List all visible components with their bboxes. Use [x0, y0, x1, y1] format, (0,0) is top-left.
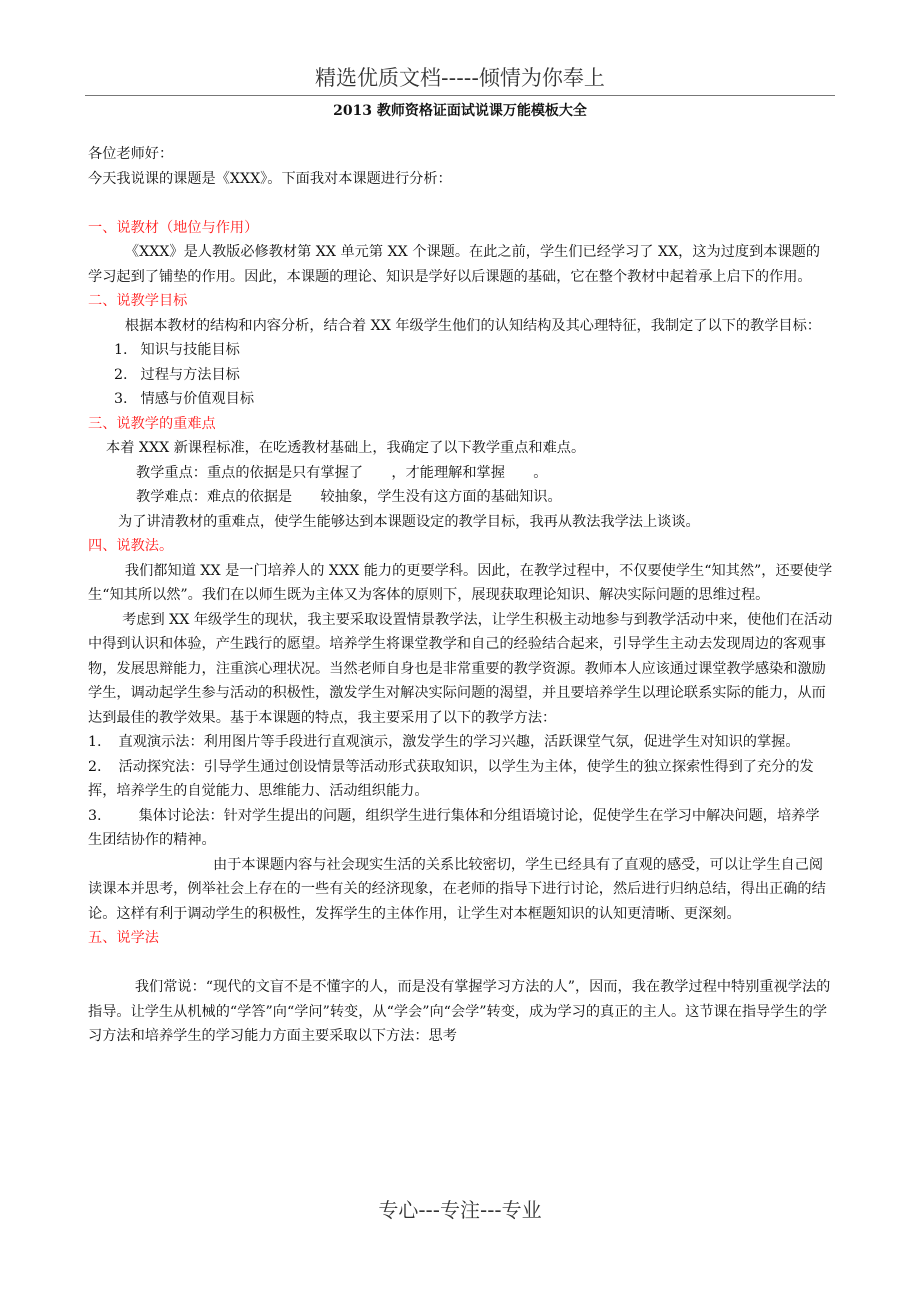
- paragraph: 《XXX》是人教版必修教材第 XX 单元第 XX 个课题。在此之前，学生们已经学习了 XX，这为过度到本课题的学习起到了铺垫的作用。因此，本课题的理论、知识是学好以后课题的基础，它在整个教材中起着承上启下的作用。: [88, 244, 821, 285]
- section-heading-3: 三、说教学的重难点: [88, 415, 216, 432]
- paragraph: 为了讲清教材的重难点，使学生能够达到本课题设定的教学目标，我再从教法我学法上谈谈。: [118, 513, 700, 530]
- goals-list: [88, 338, 833, 412]
- list-item: 2. 过程与方法目标: [114, 366, 240, 383]
- paragraph: 我们都知道 XX 是一门培养人的 XXX 能力的更要学科。因此，在教学过程中，不仅要使学生“知其然”，还要使学生“知其所以然”。我们在以师生既为主体又为客体的原则下，展现获取理论知识、解决实际问题的思维过程。: [88, 562, 833, 603]
- section-heading-4: 四、说教法。: [88, 538, 174, 554]
- list-item: 3. 情感与价值观目标: [114, 391, 255, 407]
- list-item: 1. 知识与技能目标: [114, 342, 240, 358]
- paragraph: 教学重点：重点的依据是只有掌握了 ，才能理解和掌握 。: [136, 464, 548, 481]
- method-item: 2. 活动探究法：引导学生通过创设情景等活动形式获取知识，以学生为主体，使学生的独立探索性得到了充分的发挥，培养学生的自觉能力、思维能力、活动组织能力。: [88, 758, 814, 799]
- document-title: 2013 教师资格证面试说课万能模板大全: [333, 103, 587, 119]
- paragraph: 由于本课题内容与社会现实生活的关系比较密切，学生已经具有了直观的感受，可以让学生自己阅读课本并思考，例举社会上存在的一些有关的经济现象，在老师的指导下进行讨论，然后进行归纳总结，得出正确的结论。这样有利于调动学生的积极性，发挥学生的主体作用，让学生对本框题知识的认知更清晰、更深刻。: [88, 856, 826, 922]
- greeting: 各位老师好：: [88, 146, 174, 162]
- section-heading-5: 五、说学法: [88, 930, 159, 946]
- paragraph: 考虑到 XX 年级学生的现状，我主要采取设置情景教学法，让学生积极主动地参与到教学活动中来，使他们在活动中得到认识和体验，产生践行的愿望。培养学生将课堂教学和自己的经验结合起来，引导学生主动去发现周边的客观事物，发展思辩能力，注重滨心理状况。当然老师自身也是非常重要的教学资源。教师本人应该通过课堂教学感染和激励学生，调动起学生参与活动的积极性，激发学生对解决实际问题的渴望，并且要培养学生以理论联系实际的能力，从而达到最佳的教学效果。基于本课题的特点，我主要采用了以下的教学方法：: [88, 611, 833, 726]
- document-body: [88, 142, 833, 1049]
- paragraph: 我们常说：“现代的文盲不是不懂字的人，而是没有掌握学习方法的人”，因而，我在教学过程中特别重视学法的指导。让学生从机械的“学答”向“学问”转变，从“学会”向“会学”转变，成为学习的真正的主人。这节课在指导学生的学习方法和培养学生的学习能力方面主要采取以下方法：思考: [88, 979, 831, 1044]
- paragraph: 本着 XXX 新课程标准，在吃透教材基础上，我确定了以下教学重点和难点。: [106, 440, 586, 456]
- paragraph: 教学难点：难点的依据是 较抽象，学生没有这方面的基础知识。: [136, 489, 562, 505]
- paragraph: 根据本教材的结构和内容分析，结合着 XX 年级学生他们的认知结构及其心理特征，我制定了以下的教学目标：: [124, 317, 821, 334]
- method-item: 3. 集体讨论法：针对学生提出的问题，组织学生进行集体和分组语境讨论，促使学生在学习中解决问题，培养学生团结协作的精神。: [88, 807, 820, 848]
- intro-paragraph: 今天我说课的课题是《XXX》。下面我对本课题进行分析：: [88, 170, 452, 187]
- spacer: [88, 191, 833, 216]
- method-item: 1. 直观演示法：利用图片等手段进行直观演示，激发学生的学习兴趣，活跃课堂气氛，促进学生对知识的掌握。: [88, 734, 800, 750]
- page-footer: 专心---专注---专业: [378, 1198, 542, 1222]
- page-header: 精选优质文档-----倾情为你奉上: [315, 66, 605, 90]
- spacer: [88, 951, 833, 976]
- section-heading-1: 一、说教材（地位与作用）: [88, 219, 259, 236]
- section-heading-2: 二、说教学目标: [88, 293, 188, 309]
- header-divider: [85, 95, 835, 96]
